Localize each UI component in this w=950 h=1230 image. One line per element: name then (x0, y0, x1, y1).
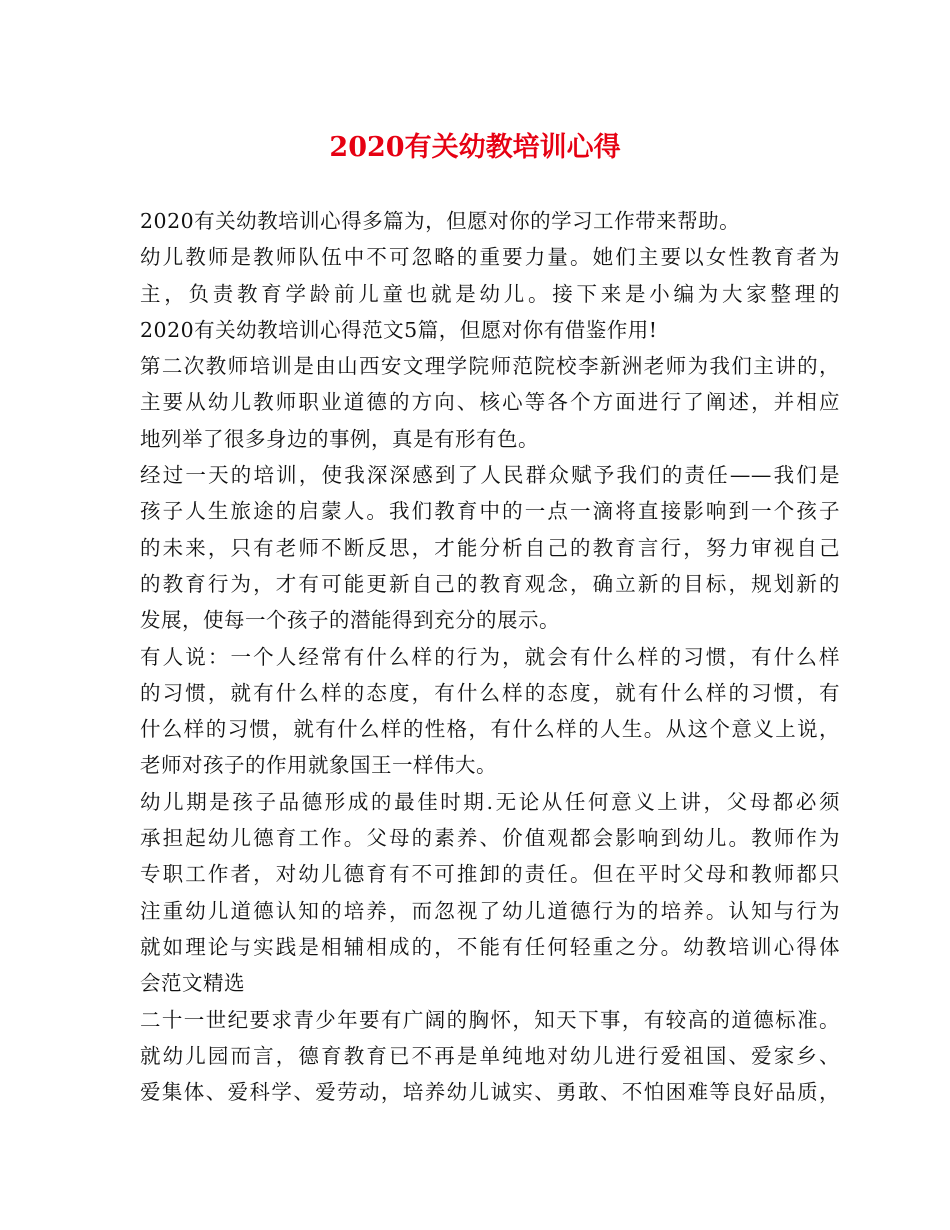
text-line: 的未来，只有老师不断反思，才能分析自己的教育言行，努力审视自己 (140, 535, 840, 560)
text-line: 发展，使每一个孩子的潜能得到充分的展示。 (140, 608, 560, 633)
text-line: 就如理论与实践是相辅相成的，不能有任何轻重之分。幼教培训心得体 (140, 934, 840, 959)
text-line: 老师对孩子的作用就象国王一样伟大。 (140, 753, 497, 778)
text-line: 二十一世纪要求青少年要有广阔的胸怀，知天下事，有较高的道德标准。 (140, 1007, 840, 1032)
text-line: 爱集体、爱科学、爱劳动，培养幼儿诚实、勇敢、不怕困难等良好品质， (140, 1080, 840, 1105)
document-body (140, 203, 840, 1110)
text-line: 幼儿教师是教师队伍中不可忽略的重要力量。她们主要以女性教育者为 (140, 245, 840, 270)
text-line: 就幼儿园而言，德育教育已不再是单纯地对幼儿进行爱祖国、爱家乡、 (140, 1043, 840, 1068)
text-line: 地列举了很多身边的事例，真是有形有色。 (140, 426, 539, 451)
text-line: 会范文精选 (140, 971, 245, 996)
text-line: 承担起幼儿德育工作。父母的素养、价值观都会影响到幼儿。教师作为 (140, 826, 840, 851)
text-line: 经过一天的培训，使我深深感到了人民群众赋予我们的责任——我们是 (140, 463, 840, 488)
text-line: 2020有关幼教培训心得多篇为，但愿对你的学习工作带来帮助。 (140, 209, 741, 233)
text-line: 2020有关幼教培训心得范文5篇，但愿对你有借鉴作用! (140, 317, 658, 342)
text-line: 什么样的习惯，就有什么样的性格，有什么样的人生。从这个意义上说， (140, 717, 840, 742)
text-line: 第二次教师培训是由山西安文理学院师范院校李新洲老师为我们主讲的， (140, 354, 840, 379)
text-line: 主，负责教育学龄前儿童也就是幼儿。接下来是小编为大家整理的 (140, 281, 840, 306)
text-line: 的习惯，就有什么样的态度，有什么样的态度，就有什么样的习惯，有 (140, 680, 840, 705)
document-title: 2020有关幼教培训心得 (329, 132, 621, 163)
text-line: 孩子人生旅途的启蒙人。我们教育中的一点一滴将直接影响到一个孩子 (140, 499, 840, 524)
text-line: 主要从幼儿教师职业道德的方向、核心等各个方面进行了阐述，并相应 (140, 390, 840, 415)
text-line: 注重幼儿道德认知的培养，而忽视了幼儿道德行为的培养。认知与行为 (140, 898, 840, 923)
text-line: 的教育行为，才有可能更新自己的教育观念，确立新的目标，规划新的 (140, 571, 840, 596)
text-line: 有人说：一个人经常有什么样的行为，就会有什么样的习惯，有什么样 (140, 644, 840, 669)
text-line: 幼儿期是孩子品德形成的最佳时期.无论从任何意义上讲，父母都必须 (140, 789, 840, 814)
text-line: 专职工作者，对幼儿德育有不可推卸的责任。但在平时父母和教师都只 (140, 862, 840, 887)
